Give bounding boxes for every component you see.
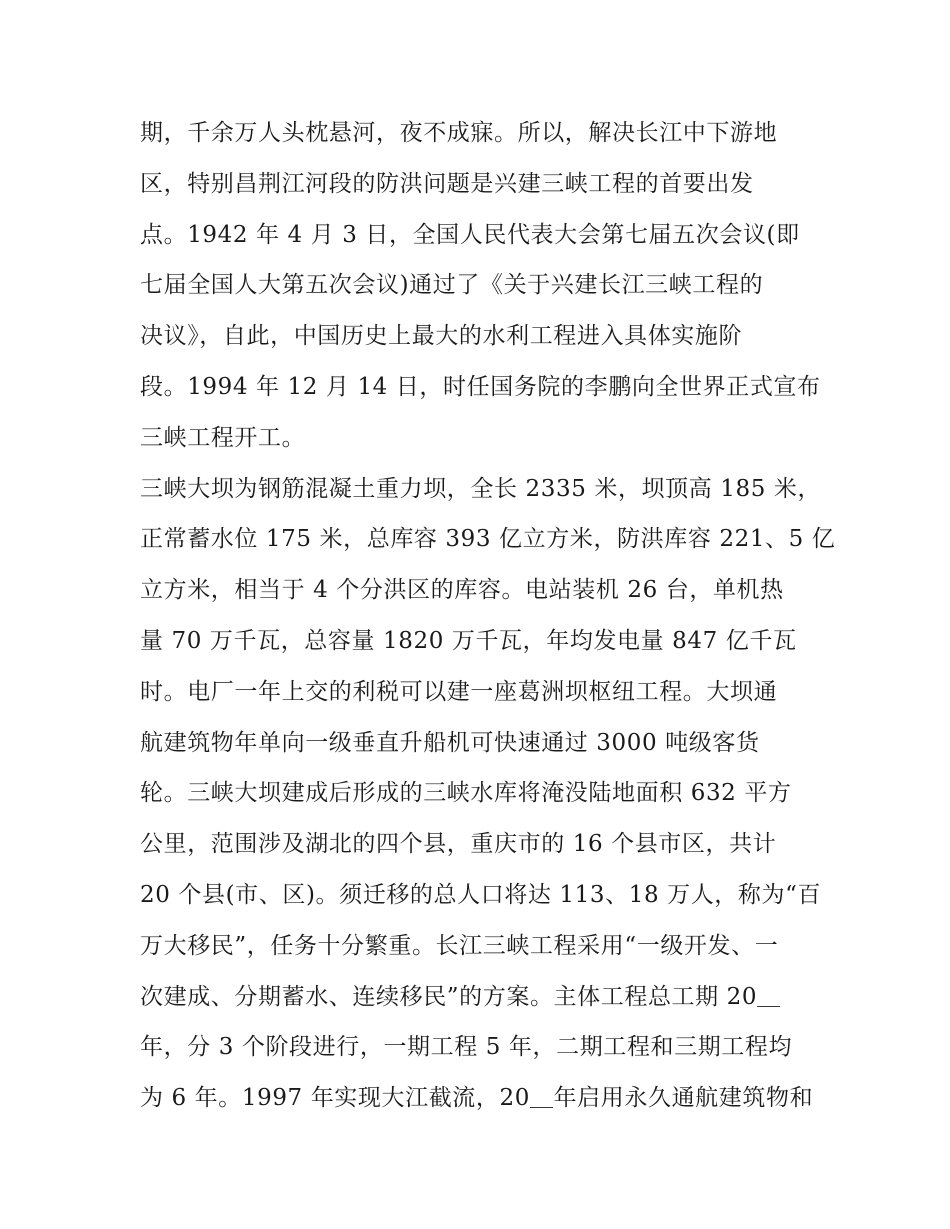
text-line: 轮。三峡大坝建成后形成的三峡水库将淹没陆地面积 632 平方 — [140, 780, 792, 807]
text-line: 期，千余万人头枕悬河，夜不成寐。所以，解决长江中下游地 — [140, 120, 778, 146]
text-line: 时。电厂一年上交的利税可以建一座葛洲坝枢纽工程。大坝通 — [140, 678, 778, 705]
text-line: 为 6 年。1997 年实现大江截流，20＿年启用永久通航建筑物和 — [140, 1085, 814, 1112]
text-line: 公里，范围涉及湖北的四个县，重庆市的 16 个县市区，共计 — [140, 831, 777, 858]
body-text — [140, 108, 836, 1124]
text-line: 万大移民”，任务十分繁重。长江三峡工程采用“一级开发、一 — [140, 932, 779, 959]
text-line: 20 个县(市、区)。须迁移的总人口将达 113、18 万人，称为“百 — [140, 881, 822, 908]
text-line: 段。1994 年 12 月 14 日，时任国务院的李鹏向全世界正式宣布 — [140, 373, 821, 400]
text-line: 正常蓄水位 175 米，总库容 393 亿立方米，防洪库容 221、5 亿 — [140, 526, 836, 553]
text-line: 七届全国人大第五次会议)通过了《关于兴建长江三峡工程的 — [140, 272, 764, 299]
text-line: 区，特别昌荆江河段的防洪问题是兴建三峡工程的首要出发 — [140, 170, 754, 197]
text-line: 决议》，自此，中国历史上最大的水利工程进入具体实施阶 — [140, 323, 743, 350]
text-line: 三峡工程开工。 — [140, 424, 306, 451]
text-line: 航建筑物年单向一级垂直升船机可快速通过 3000 吨级客货 — [140, 729, 760, 756]
text-line: 量 70 万千瓦，总容量 1820 万千瓦，年均发电量 847 亿千瓦 — [140, 627, 797, 654]
text-line: 点。1942 年 4 月 3 日，全国人民代表大会第七届五次会议(即 — [140, 221, 800, 248]
text-line: 三峡大坝为钢筋混凝土重力坝，全长 2335 米，坝顶高 185 米， — [140, 475, 822, 502]
text-line: 立方米，相当于 4 个分洪区的库容。电站装机 26 台，单机热 — [140, 577, 784, 604]
text-line: 年，分 3 个阶段进行，一期工程 5 年，二期工程和三期工程均 — [140, 1034, 793, 1061]
text-line: 次建成、分期蓄水、连续移民”的方案。主体工程总工期 20＿ — [140, 983, 781, 1010]
